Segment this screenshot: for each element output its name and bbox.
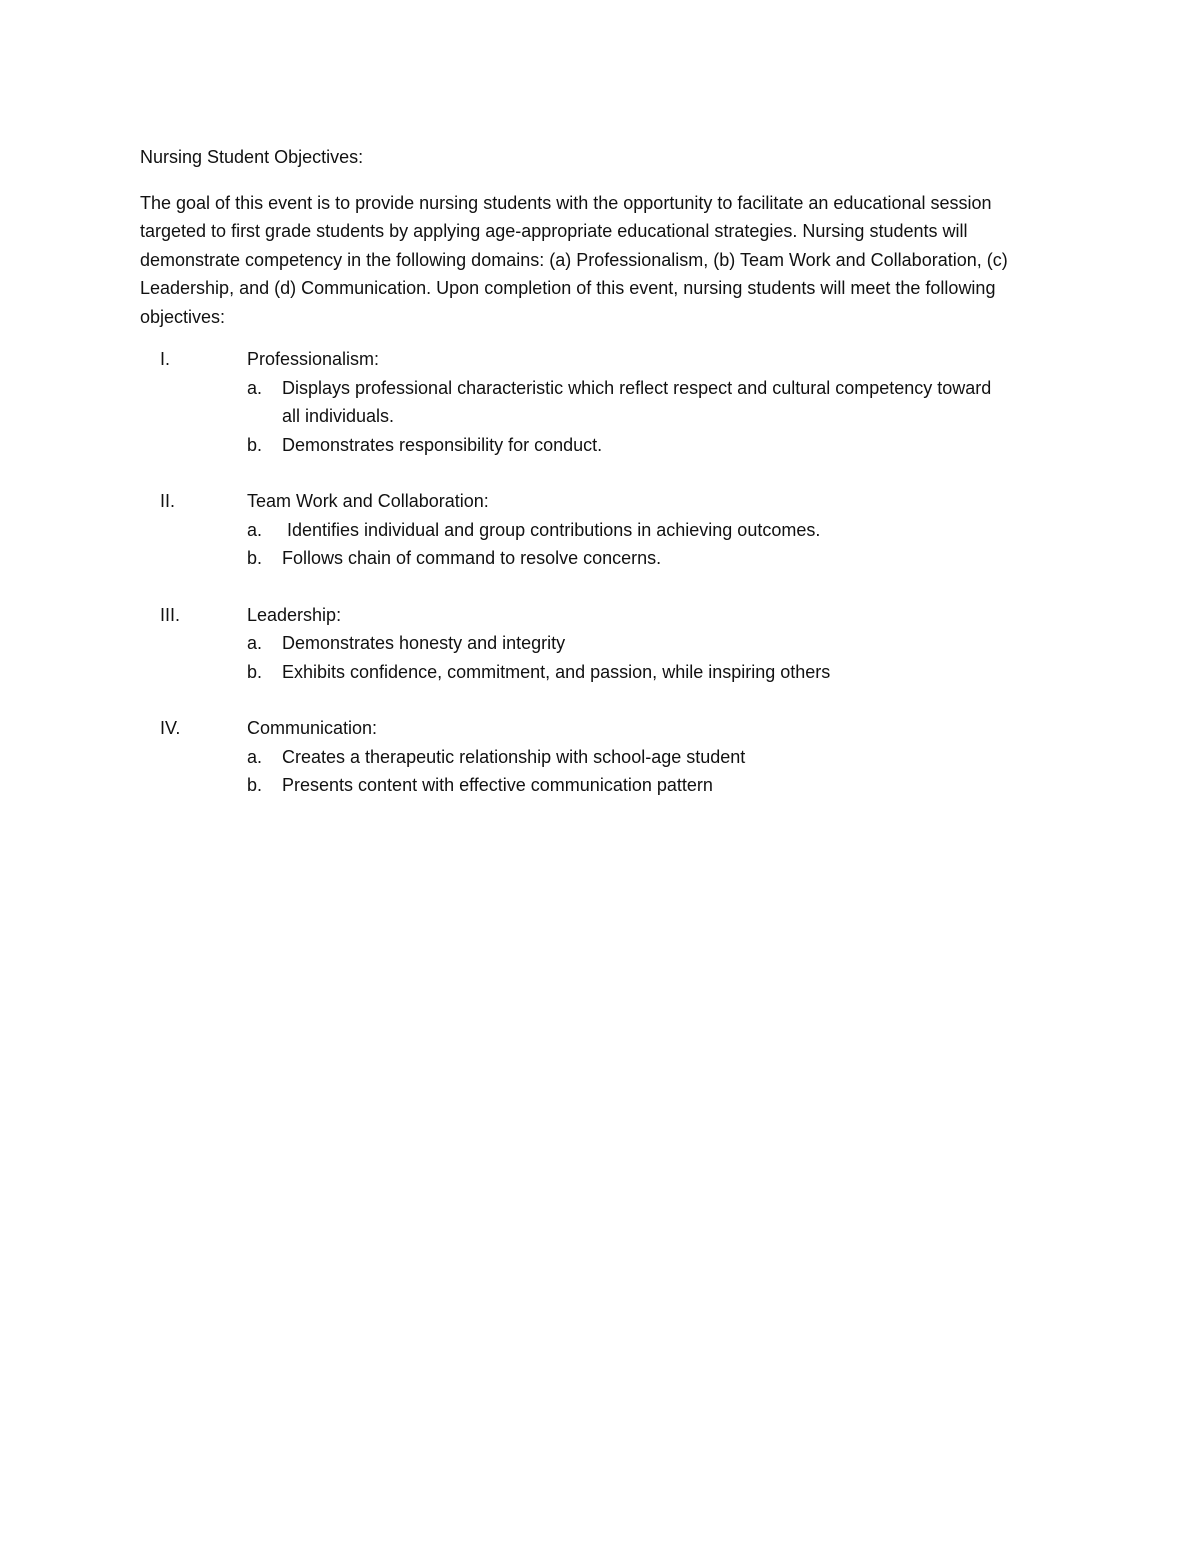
item-letter: b. — [247, 661, 263, 682]
intro-paragraph: The goal of this event is to provide nursing students with the opportunity to facilitate an educational session targeted to first grade students by applying age-appropriate educational strategies. Nursing students will demonstrate competency in the following domains: (a) Professionalism, (b) Team Work and Collaboration, (c) Leadership, and (d) Communication. Upon completion of this event, nursing students will meet the following objectives: — [140, 192, 1008, 327]
section-numeral: II. — [160, 491, 176, 511]
item-text: Presents content with effective communication pattern — [282, 775, 713, 795]
section-team-work — [140, 487, 1060, 573]
list-item — [140, 658, 1060, 687]
list-item — [140, 431, 1060, 460]
section-title: Professionalism: — [247, 349, 380, 369]
section-communication — [140, 714, 1060, 800]
list-item — [140, 771, 1060, 800]
objective-list — [140, 743, 1060, 800]
section-header — [140, 345, 1060, 374]
list-item — [140, 544, 1060, 573]
section-professionalism — [140, 345, 1060, 459]
item-text: Displays professional characteristic which reflect respect and cultural competency toward all individuals. — [282, 377, 992, 426]
section-leadership — [140, 601, 1060, 687]
objective-list — [140, 516, 1060, 573]
item-letter: b. — [247, 775, 263, 795]
item-text: Follows chain of command to resolve concerns. — [282, 548, 662, 568]
list-item — [140, 743, 1060, 772]
item-letter: b. — [247, 548, 263, 568]
section-numeral: III. — [160, 604, 181, 625]
document-heading: Nursing Student Objectives: — [140, 147, 364, 167]
item-letter: a. — [247, 633, 263, 653]
item-text: Identifies individual and group contributions in achieving outcomes. — [282, 519, 821, 540]
section-header — [140, 714, 1060, 743]
section-title: Leadership: — [247, 604, 342, 625]
section-header — [140, 601, 1060, 630]
item-letter: a. — [247, 519, 263, 540]
item-text: Demonstrates honesty and integrity — [282, 633, 566, 653]
item-letter: a. — [247, 746, 263, 767]
section-numeral: I. — [160, 349, 171, 369]
item-letter: a. — [247, 377, 263, 398]
section-numeral: IV. — [160, 718, 181, 738]
objective-list — [140, 374, 1060, 460]
objective-list — [140, 629, 1060, 686]
item-letter: b. — [247, 434, 263, 455]
item-text: Creates a therapeutic relationship with school-age student — [282, 746, 746, 767]
list-item — [140, 629, 1060, 658]
section-header — [140, 487, 1060, 516]
section-title: Team Work and Collaboration: — [247, 491, 489, 511]
list-item — [140, 374, 1060, 431]
list-item — [140, 516, 1060, 545]
item-text: Demonstrates responsibility for conduct. — [282, 434, 603, 455]
section-title: Communication: — [247, 718, 378, 738]
document-body — [140, 143, 1060, 828]
item-text: Exhibits confidence, commitment, and passion, while inspiring others — [282, 661, 831, 682]
